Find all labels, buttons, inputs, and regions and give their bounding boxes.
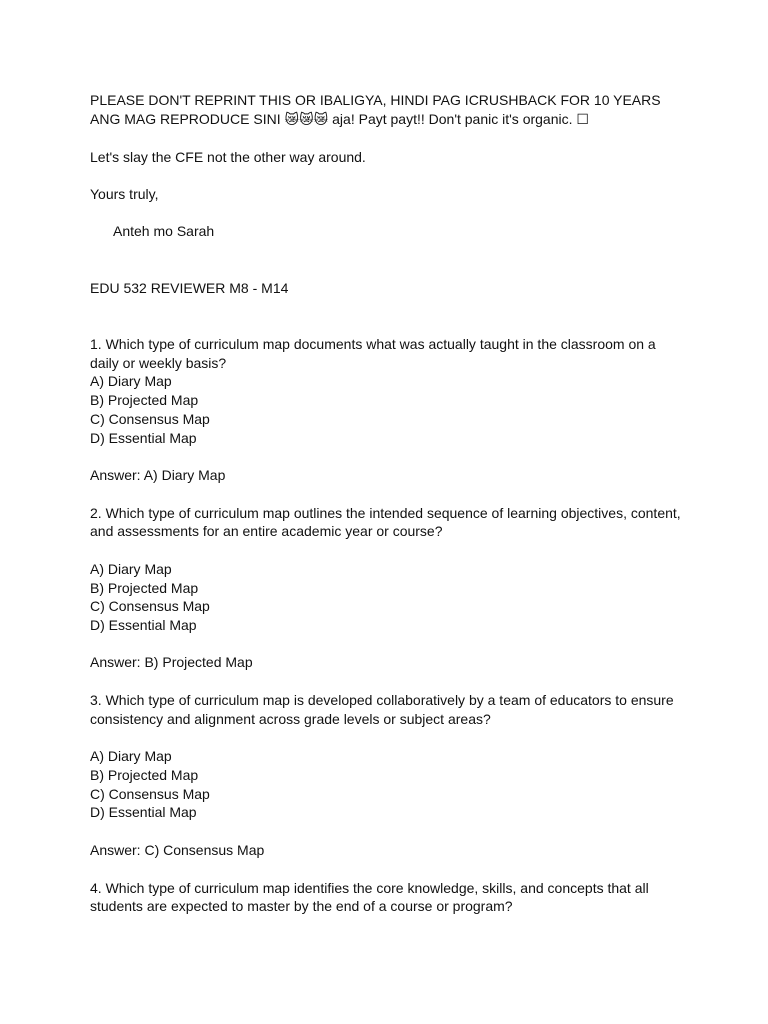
question-2-option-c: C) Consensus Map (90, 598, 210, 614)
closing-line: Yours truly, (90, 186, 159, 202)
question-1-option-a: A) Diary Map (90, 373, 172, 389)
notice-line-1: PLEASE DON'T REPRINT THIS OR IBALIGYA, HINDI PAG ICRUSHBACK FOR 10 YEARS (90, 92, 661, 108)
question-2-option-a: A) Diary Map (90, 561, 172, 577)
question-2-line-2: and assessments for an entire academic year or course? (90, 523, 443, 539)
question-2-option-b: B) Projected Map (90, 580, 199, 596)
document-title: EDU 532 REVIEWER M8 - M14 (90, 280, 289, 296)
question-3-option-c: C) Consensus Map (90, 786, 210, 802)
question-1-option-b: B) Projected Map (90, 392, 199, 408)
question-3-option-b: B) Projected Map (90, 767, 199, 783)
question-3-option-a: A) Diary Map (90, 748, 172, 764)
slay-line: Let's slay the CFE not the other way around. (90, 149, 366, 165)
question-1-line-1: 1. Which type of curriculum map documents what was actually taught in the classroom on a (90, 336, 656, 352)
signature-line: Anteh mo Sarah (113, 223, 215, 239)
question-2-answer: Answer: B) Projected Map (90, 654, 253, 670)
question-3-line-1: 3. Which type of curriculum map is developed collaboratively by a team of educators to ensure (90, 692, 674, 708)
question-1-line-2: daily or weekly basis? (90, 355, 227, 371)
question-2-option-d: D) Essential Map (90, 617, 197, 633)
question-3-option-d: D) Essential Map (90, 804, 197, 820)
question-2-line-1: 2. Which type of curriculum map outlines the intended sequence of learning objectives, content, (90, 505, 681, 521)
question-3-line-2: consistency and alignment across grade levels or subject areas? (90, 711, 491, 727)
question-1-option-d: D) Essential Map (90, 430, 197, 446)
question-3-answer: Answer: C) Consensus Map (90, 842, 265, 858)
notice-line-2: ANG MAG REPRODUCE SINI 😿😿😿 aja! Payt payt!! Don't panic it's organic. ☐ (90, 111, 589, 127)
question-4-line-2: students are expected to master by the end of a course or program? (90, 898, 513, 914)
question-1-option-c: C) Consensus Map (90, 411, 210, 427)
question-1-answer: Answer: A) Diary Map (90, 467, 226, 483)
question-4-line-1: 4. Which type of curriculum map identifies the core knowledge, skills, and concepts that all (90, 880, 649, 896)
